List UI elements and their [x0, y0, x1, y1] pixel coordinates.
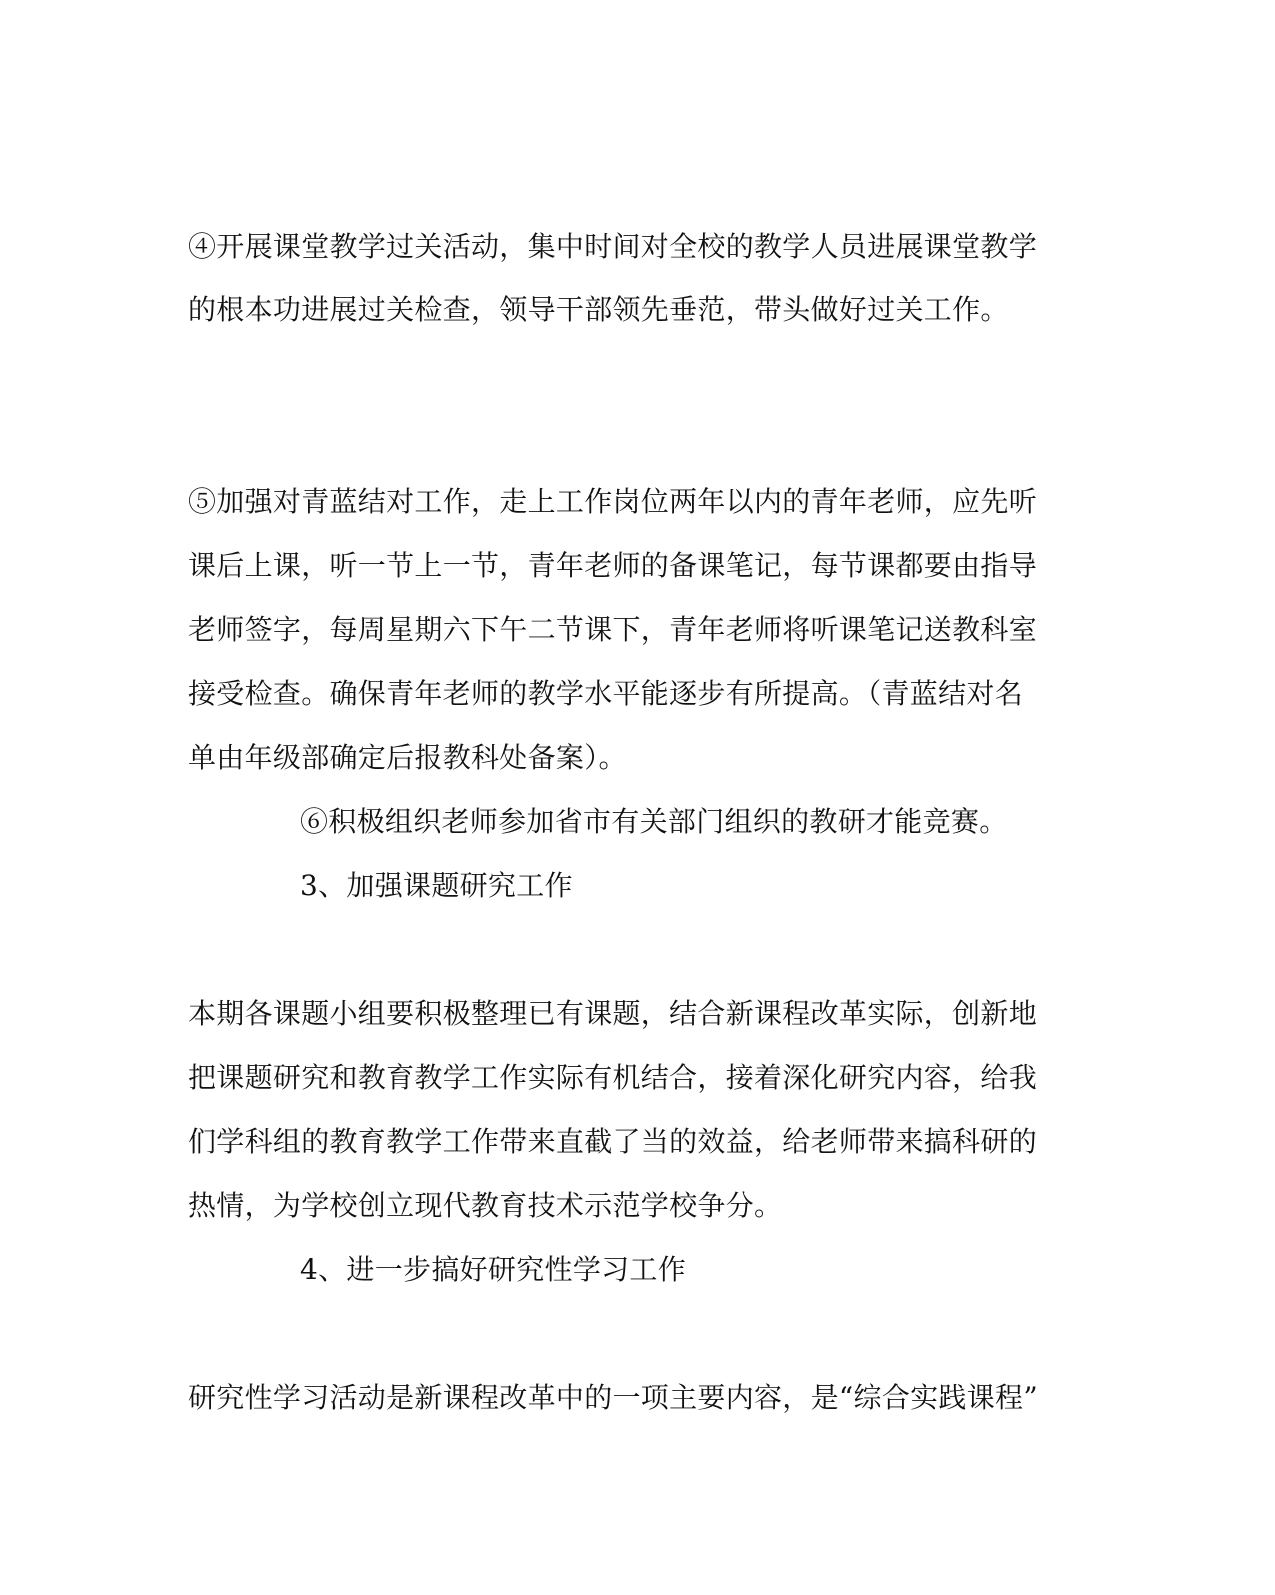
paragraph-5-line-5: 单由年级部确定后报教科处备案）。 [188, 741, 627, 774]
paragraph-5-line-3: 老师签字，每周星期六下午二节课下，青年老师将听课笔记送教科室 [188, 613, 1038, 646]
section-3-line-3: 们学科组的教育教学工作带来直截了当的效益，给老师带来搞科研的 [188, 1125, 1038, 1158]
section-3-line-4: 热情，为学校创立现代教育技术示范学校争分。 [188, 1189, 783, 1222]
section-heading-3: 3、加强课题研究工作 [300, 869, 573, 902]
section-3-line-1: 本期各课题小组要积极整理已有课题，结合新课程改革实际，创新地 [188, 997, 1038, 1030]
paragraph-5-line-2: 课后上课，听一节上一节，青年老师的备课笔记，每节课都要由指导 [188, 549, 1038, 582]
paragraph-4-line-2: 的根本功进展过关检查，领导干部领先垂范，带头做好过关工作。 [188, 293, 1009, 326]
section-heading-4: 4、进一步搞好研究性学习工作 [300, 1253, 687, 1286]
section-3-line-2: 把课题研究和教育教学工作实际有机结合，接着深化研究内容，给我 [188, 1061, 1038, 1094]
section-4-line-1: 研究性学习活动是新课程改革中的一项主要内容，是“综合实践课程” [188, 1381, 1038, 1414]
paragraph-5-line-4: 接受检查。确保青年老师的教学水平能逐步有所提高。（青蓝结对名 [188, 677, 1024, 710]
paragraph-6-line-1: ⑥积极组织老师参加省市有关部门组织的教研才能竞赛。 [300, 805, 1008, 838]
paragraph-4-line-1: ④开展课堂教学过关活动，集中时间对全校的教学人员进展课堂教学 [188, 230, 1038, 263]
paragraph-5-line-1: ⑤加强对青蓝结对工作，走上工作岗位两年以内的青年老师，应先听 [188, 485, 1038, 518]
